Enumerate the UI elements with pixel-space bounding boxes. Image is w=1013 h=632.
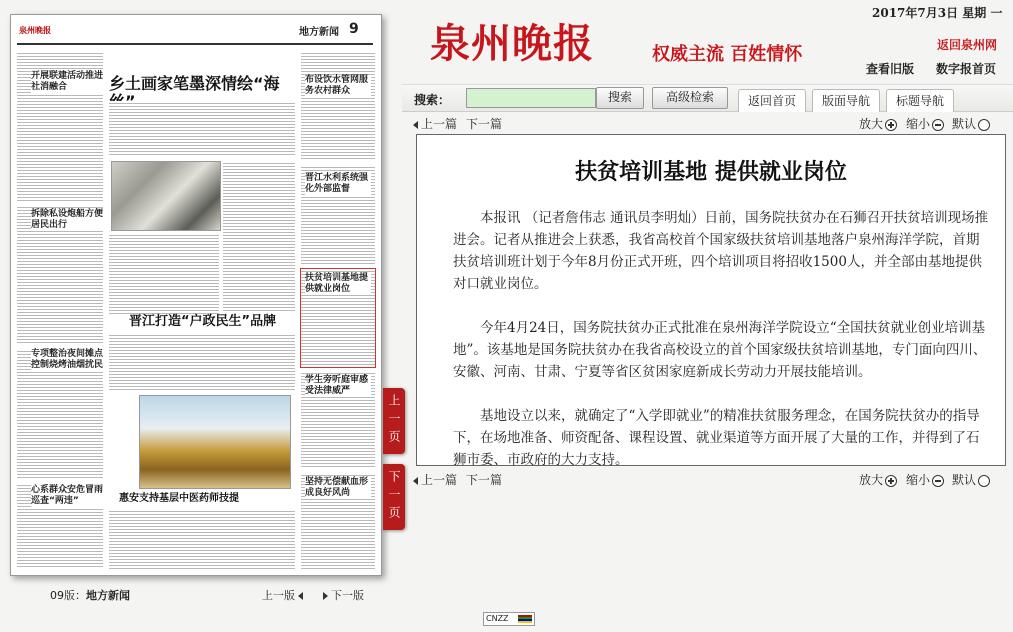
search-button[interactable]: 搜索 (596, 87, 644, 109)
default-size-label: 默认 (952, 117, 977, 131)
article-title: 扶贫培训基地 提供就业岗位 (575, 159, 847, 185)
newspaper-article-area[interactable] (301, 51, 375, 161)
newspaper-article-area[interactable] (17, 51, 103, 201)
search-label: 搜索： (414, 93, 451, 107)
zoom-out-button[interactable] (906, 115, 944, 132)
newspaper-article-area[interactable] (109, 101, 295, 157)
newspaper-article-area[interactable] (301, 165, 375, 265)
tab-title-navigation[interactable]: 标题导航 (886, 89, 954, 112)
triangle-left-icon (413, 477, 418, 485)
newspaper-headline[interactable]: 晋江打造“户政民生”品牌 (129, 315, 299, 330)
prev-article-link[interactable] (410, 471, 457, 488)
article-paragraph: 今年4月24日，国务院扶贫办正式批准在泉州海洋学院设立“全国扶贫就业创业培训基地”。该基地是国务院扶贫办在我省高校设立的首个国家级扶贫培训基地，专门面向四川、安徽、河南、甘肃、宁夏等省区贫困家庭新成长劳动力开展技能培训。 (453, 320, 987, 380)
prev-page-link[interactable] (262, 587, 306, 603)
minus-circle-icon (932, 475, 944, 487)
default-size-button[interactable] (952, 471, 990, 488)
article-paragraph: 本报讯 （记者詹伟志 通讯员李明灿）日前，国务院扶贫办在石狮召开扶贫培训现场推进会。记者从推进会上获悉，我省高校首个国家级扶贫培训基地落户泉州海洋学院，首期扶贫培训班计划于今年8月份正式开班，四个培训项目将招收1500人，并全部由基地提供对口就业岗位。 (453, 210, 989, 292)
newspaper-sidebar-title[interactable]: 坚持无偿献血形成良好风尚 (305, 477, 371, 499)
zoom-out-button[interactable] (906, 471, 944, 488)
plus-circle-icon (885, 475, 897, 487)
site-counter-badge[interactable] (483, 612, 535, 626)
plus-circle-icon (885, 119, 897, 131)
next-page-label: 下一版 (331, 589, 364, 602)
page-caption-prefix: 09版： (50, 589, 86, 602)
article-toolbar-top (404, 114, 1013, 132)
zoom-out-label: 缩小 (906, 473, 931, 487)
current-date: 2017年7月3日 星期 一 (872, 6, 1003, 20)
prev-article-label: 上一篇 (421, 117, 458, 131)
newspaper-sidebar-title[interactable]: 布设饮水管网服务农村群众 (305, 75, 371, 97)
prev-page-label: 上一版 (262, 589, 295, 602)
counter-bars-icon (518, 615, 532, 623)
newspaper-sidebar-title[interactable]: 学生旁听庭审感受法律威严 (305, 375, 371, 397)
newspaper-section-name: 地方新闻 (299, 27, 339, 38)
newspaper-article-area[interactable] (109, 333, 295, 391)
newspaper-article-area[interactable] (109, 509, 295, 569)
newspaper-article-area[interactable] (223, 161, 295, 311)
prev-article-label: 上一篇 (421, 473, 458, 487)
newspaper-page-image[interactable] (10, 14, 382, 576)
newspaper-page-number: 9 (349, 21, 359, 37)
article-body (453, 207, 989, 493)
newspaper-article-area[interactable] (301, 473, 375, 569)
article-paragraph: 基地设立以来，就确定了“入学即就业”的精准扶贫服务理念，在国务院扶贫办的指导下，在场地准备、师资配备、课程设置、就业渠道等方面开展了大量的工作，并得到了石狮市委、市政府的大力支持。 (453, 408, 980, 468)
newspaper-article-area-selected[interactable] (301, 269, 375, 367)
zoom-out-label: 缩小 (906, 117, 931, 131)
newspaper-sidebar-title[interactable]: 专项整治夜间摊点控制烧烤油烟扰民 (31, 349, 104, 370)
article-toolbar-bottom (404, 470, 1013, 488)
zoom-in-label: 放大 (859, 117, 884, 131)
radio-circle-icon (978, 475, 990, 487)
search-input[interactable] (466, 88, 596, 108)
triangle-left-icon (298, 592, 303, 600)
tab-layout-navigation[interactable]: 版面导航 (812, 89, 880, 112)
old-edition-link[interactable]: 查看旧版 (866, 62, 915, 76)
search-nav-bar (402, 84, 1013, 112)
triangle-right-icon (323, 592, 328, 600)
newspaper-photo (111, 161, 221, 231)
advanced-search-button[interactable]: 高级检索 (652, 87, 728, 109)
radio-circle-icon (978, 119, 990, 131)
counter-badge-label: CNZZ (486, 614, 509, 623)
minus-circle-icon (932, 119, 944, 131)
newspaper-sidebar-title[interactable]: 心系群众安危冒雨巡查“两违” (31, 485, 104, 506)
digital-paper-home-link[interactable]: 数字报首页 (936, 62, 997, 76)
newspaper-page-header (17, 21, 373, 45)
prev-article-link[interactable] (410, 115, 457, 132)
zoom-in-button[interactable] (859, 471, 897, 488)
page-caption-name: 地方新闻 (86, 589, 130, 602)
next-article-link[interactable]: 下一篇 (466, 117, 503, 131)
triangle-left-icon (413, 121, 418, 129)
brand-logo-title: 泉州晚报 (430, 20, 594, 67)
next-page-tab[interactable]: 下一页 (383, 464, 405, 530)
tab-back-home[interactable]: 返回首页 (738, 89, 806, 112)
default-size-label: 默认 (952, 473, 977, 487)
newspaper-article-area[interactable] (17, 349, 103, 479)
newspaper-photo (139, 395, 291, 489)
newspaper-article-area[interactable] (301, 371, 375, 469)
newspaper-sidebar-title[interactable]: 晋江水利系统强化外部监督 (305, 173, 371, 195)
zoom-in-button[interactable] (859, 115, 897, 132)
back-to-quanzhou-net-link[interactable]: 返回泉州网 (937, 38, 998, 52)
next-article-link[interactable]: 下一篇 (466, 473, 503, 487)
page-caption (50, 587, 130, 603)
default-size-button[interactable] (952, 115, 990, 132)
newspaper-article-area[interactable] (109, 233, 219, 315)
brand-slogan: 权威主流 百姓情怀 (652, 44, 803, 65)
article-panel (416, 134, 1006, 466)
prev-page-tab[interactable]: 上一页 (383, 388, 405, 454)
newspaper-sidebar-title[interactable]: 扶贫培训基地提供就业岗位 (305, 273, 371, 295)
newspaper-logo: 泉州晚报 (19, 26, 51, 35)
next-page-link[interactable] (320, 587, 364, 603)
newspaper-article-area[interactable] (17, 483, 103, 569)
newspaper-article-area[interactable] (17, 205, 103, 345)
newspaper-headline[interactable]: 乡土画家笔墨深情绘“海 (109, 75, 299, 112)
newspaper-sidebar-title[interactable]: 拆除私设炮船方便居民出行 (31, 209, 104, 230)
newspaper-headline[interactable]: 惠安支持基层中医药师技提 (119, 493, 299, 505)
zoom-in-label: 放大 (859, 473, 884, 487)
newspaper-sidebar-title[interactable]: 开展联建活动推进社消融合 (31, 71, 104, 92)
